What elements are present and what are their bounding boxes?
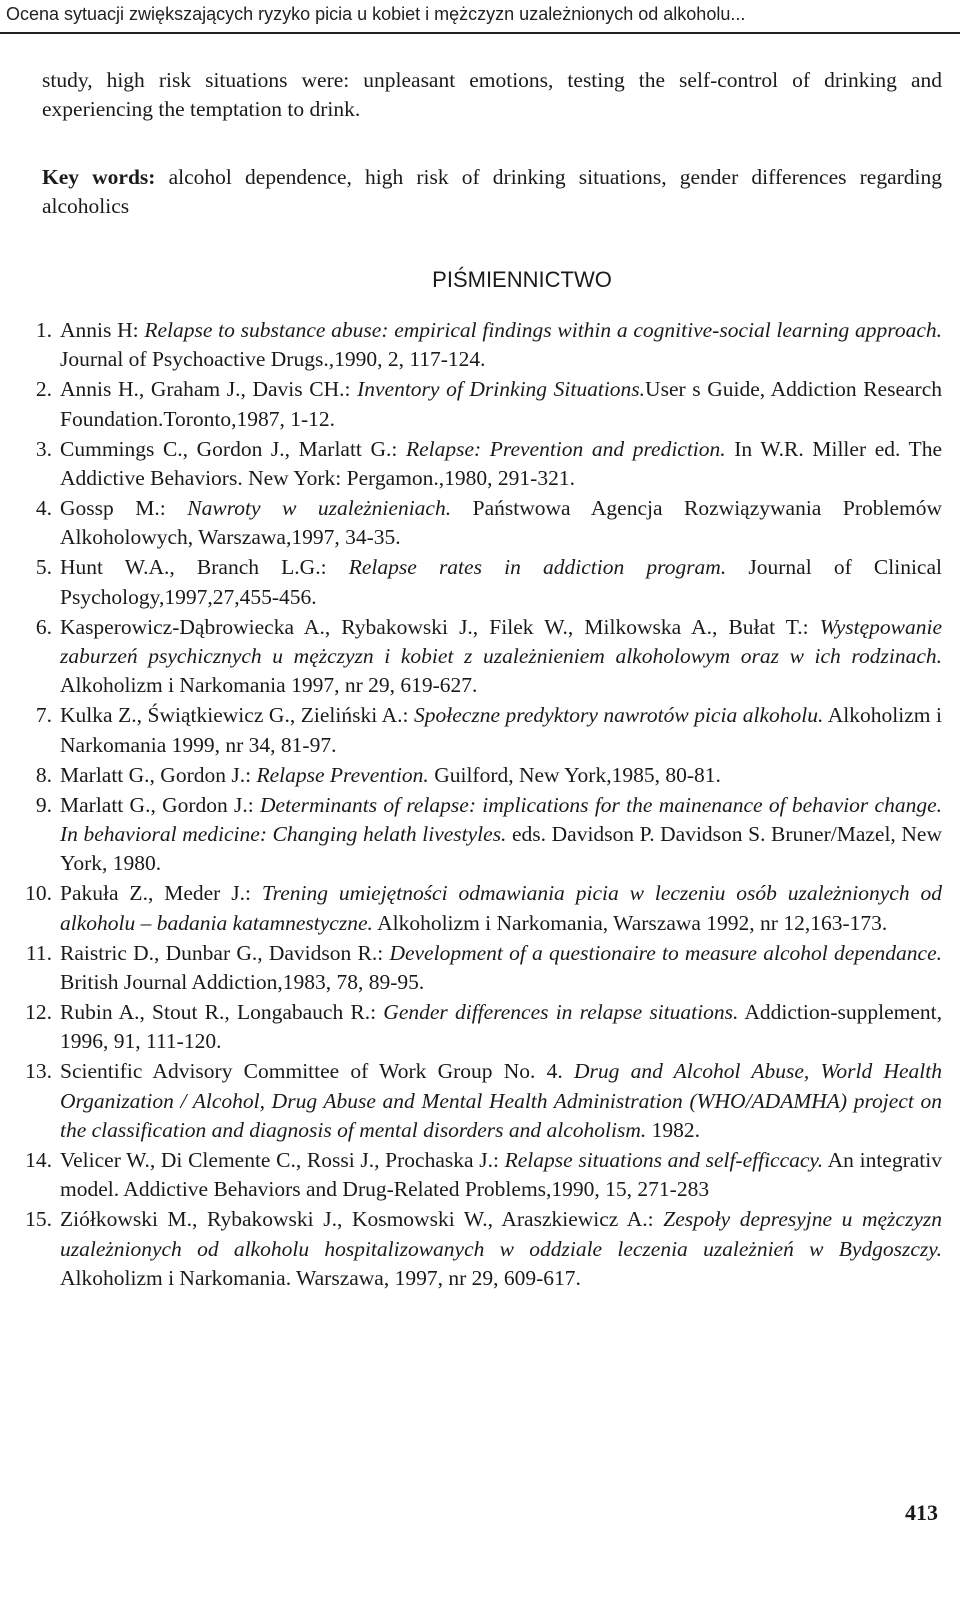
references-heading: PIŚMIENNICTWO	[432, 266, 612, 292]
reference-number: 12.	[25, 999, 52, 1024]
reference-item	[25, 1205, 942, 1293]
reference-number: 7.	[35, 703, 52, 728]
reference-authors: Pakuła Z., Meder J.:	[60, 881, 262, 906]
reference-number: 4.	[35, 495, 52, 520]
reference-item	[35, 791, 942, 879]
reference-number: 15.	[25, 1207, 52, 1232]
reference-title: Relapse to substance abuse: empirical findings within a cognitive-social learning approach.	[144, 318, 943, 343]
reference-item	[35, 494, 942, 553]
reference-title: Relapse situations and self-efficcacy.	[504, 1147, 824, 1172]
reference-number: 9.	[35, 792, 52, 817]
reference-title: Drug and Alcohol Abuse, World Health Organization / Alcohol, Drug Abuse and Mental Health Administration (WHO/ADAMHA) project on the classification and diagnosis of mental disorders and alcoholism.	[60, 1059, 942, 1142]
keywords-paragraph	[42, 163, 942, 222]
reference-source: Journal of Clinical Psychology,1997,27,455-456.	[60, 555, 942, 609]
reference-title: Nawroty w uzależnieniach.	[187, 495, 452, 520]
reference-title: Determinants of relapse: implications for the mainenance of behavior change. In behavioral medicine: Changing helath livestyles.	[60, 792, 942, 846]
reference-item	[25, 1146, 943, 1205]
reference-source: British Journal Addiction,1983, 78, 89-95.	[60, 969, 425, 994]
reference-number: 14.	[25, 1147, 52, 1172]
reference-title: Społeczne predyktory nawrotów picia alkoholu.	[414, 703, 824, 728]
reference-number: 5.	[35, 555, 52, 580]
reference-item	[25, 879, 942, 938]
reference-title: Zespoły depresyjne u mężczyzn uzależnionych od alkoholu hospitalizowanych w oddziale leczenia uzależnień w Bydgoszczy.	[60, 1207, 942, 1261]
reference-number: 1.	[35, 318, 52, 343]
reference-authors: Kulka Z., Świątkiewicz G., Zieliński A.:	[60, 703, 415, 728]
running-header: Ocena sytuacji zwiększających ryzyko picia u kobiet i mężczyzn uzależnionych od alkoholu...	[0, 0, 960, 34]
reference-item	[25, 939, 942, 998]
page-body	[25, 66, 943, 1294]
reference-source: An integrativ model. Addictive Behaviors and Drug-Related Problems,1990, 15, 271-283	[60, 1147, 943, 1202]
reference-source: Alkoholizm i Narkomania 1997, nr 29, 619-627.	[60, 673, 478, 698]
reference-title: Development of a questionaire to measure alcohol dependance.	[389, 940, 942, 965]
reference-item	[35, 761, 942, 790]
reference-number: 10.	[25, 881, 52, 906]
keywords-text: alcohol dependence, high risk of drinking situations, gender differences regarding alcoholics	[42, 164, 942, 219]
abstract-continuation: study, high risk situations were: unpleasant emotions, testing the self-control of drinking and experiencing the temptation to drink.	[42, 68, 942, 122]
reference-source: Guilford, New York,1985, 80-81.	[428, 762, 721, 787]
reference-authors: Marlatt G., Gordon J.:	[60, 762, 257, 787]
reference-item	[25, 998, 942, 1057]
reference-authors: Scientific Advisory Committee of Work Group No. 4.	[60, 1059, 574, 1084]
reference-number: 6.	[35, 614, 52, 639]
reference-item	[25, 1057, 942, 1145]
reference-source: Alkoholizm i Narkomania, Warszawa 1992, nr 12,163-173.	[372, 910, 888, 935]
reference-authors: Marlatt G., Gordon J.:	[60, 792, 261, 817]
reference-authors: Annis H., Graham J., Davis CH.:	[60, 377, 358, 402]
reference-title: Trening umiejętności odmawiania picia w leczeniu osób uzależnionych od alkoholu – badania katamnestyczne.	[60, 881, 942, 935]
reference-source: In W.R. Miller ed. The Addictive Behaviors. New York: Pergamon.,1980, 291-321.	[60, 436, 942, 491]
reference-item	[35, 316, 943, 375]
reference-authors: Raistric D., Dunbar G., Davidson R.:	[60, 940, 390, 965]
reference-source: Państwowa Agencja Rozwiązywania Problemów Alkoholowych, Warszawa,1997, 34-35.	[60, 495, 942, 550]
reference-authors: Gossp M.:	[60, 495, 188, 520]
reference-source: Alkoholizm i Narkomania. Warszawa, 1997, nr 29, 609-617.	[60, 1266, 581, 1291]
keywords-label: Key words:	[42, 164, 156, 189]
reference-title: Gender differences in relapse situations.	[383, 999, 739, 1024]
reference-authors: Rubin A., Stout R., Longabauch R.:	[60, 999, 384, 1024]
reference-title: Występowanie zaburzeń psychicznych u mężczyzn i kobiet z uzależnieniem alkoholowym oraz w ich rodzinach.	[60, 614, 942, 668]
page-number: 413	[905, 1500, 938, 1525]
reference-title: Relapse Prevention.	[256, 762, 429, 787]
reference-source: 1982.	[646, 1118, 701, 1142]
reference-source: User s Guide, Addiction Research Foundation.Toronto,1987, 1-12.	[60, 377, 942, 431]
reference-title: Inventory of Drinking Situations.	[357, 377, 646, 402]
reference-authors: Velicer W., Di Clemente C., Rossi J., Prochaska J.:	[60, 1147, 505, 1172]
reference-item	[35, 375, 942, 434]
reference-number: 13.	[25, 1059, 52, 1084]
reference-number: 11.	[25, 940, 52, 965]
reference-source: Addiction-supplement, 1996, 91, 111-120.	[60, 999, 942, 1054]
reference-source: Journal of Psychoactive Drugs.,1990, 2, 117-124.	[60, 347, 486, 372]
reference-number: 3.	[35, 436, 52, 461]
reference-authors: Hunt W.A., Branch L.G.:	[60, 555, 349, 580]
reference-item	[35, 701, 943, 760]
reference-authors: Annis H:	[60, 318, 145, 343]
reference-item	[35, 613, 942, 701]
reference-item	[35, 553, 942, 612]
reference-source: Alkoholizm i Narkomania 1999, nr 34, 81-97.	[60, 703, 943, 757]
reference-number: 2.	[35, 377, 52, 402]
reference-authors: Ziółkowski M., Rybakowski J., Kosmowski W., Araszkiewicz A.:	[60, 1207, 664, 1232]
reference-authors: Kasperowicz-Dąbrowiecka A., Rybakowski J., Filek W., Milkowska A., Bułat T.:	[60, 614, 820, 639]
reference-list	[25, 316, 943, 1293]
reference-item	[35, 435, 942, 494]
reference-source: eds. Davidson P. Davidson S. Bruner/Mazel, New York, 1980.	[60, 821, 942, 876]
reference-number: 8.	[35, 762, 52, 787]
reference-authors: Cummings C., Gordon J., Marlatt G.:	[60, 436, 406, 461]
reference-title: Relapse: Prevention and prediction.	[405, 436, 726, 461]
reference-title: Relapse rates in addiction program.	[348, 555, 727, 580]
